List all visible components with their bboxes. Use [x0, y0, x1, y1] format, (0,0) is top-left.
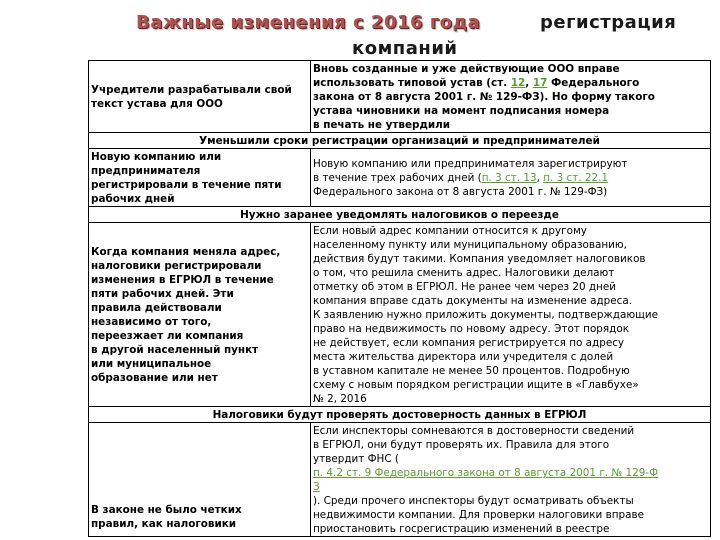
section-header-row	[89, 407, 711, 423]
text-line: В законе не было четких	[91, 504, 242, 516]
law-article-link[interactable]: 12	[510, 77, 526, 89]
text-line: изменения в ЕГРЮЛ в течение	[91, 274, 274, 286]
old-rule-text: Учредители разрабатывали свой текст устава для ООО	[91, 84, 292, 110]
text-line: компания вправе сдать документы на изменение адреса.	[313, 295, 633, 307]
text-line: ). Среди прочего инспекторы будут осматривать объекты	[313, 495, 634, 507]
section-header: Налоговики будут проверять достоверность данных в ЕГРЮЛ	[89, 407, 711, 423]
law-article-link[interactable]: п. 3 ст. 13	[481, 172, 537, 184]
text-line: независимо от того,	[91, 316, 212, 328]
text-line: приостановить госрегистрацию изменений в реестре	[313, 523, 610, 535]
text-line	[313, 76, 708, 90]
text-line: схему с новым порядком регистрации ищите в «Главбухе»	[313, 379, 639, 391]
text-line: № 2, 2016	[313, 393, 367, 405]
text-line: в другой населенный пункт	[91, 344, 259, 356]
text-line: Когда компания меняла адрес,	[91, 246, 281, 258]
section-header-row	[89, 133, 711, 149]
text-line: рабочих дней	[91, 193, 175, 205]
text-line: в ЕГРЮЛ, они будут проверять их. Правила для этого	[313, 439, 610, 451]
table-row	[89, 223, 711, 407]
text-line	[313, 480, 708, 494]
text-fragment: Федерального	[547, 77, 640, 89]
text-line: или муниципальное	[91, 358, 212, 370]
title-sub: регистрация	[540, 12, 677, 33]
text-line: населенному пункту или муниципальному образованию,	[313, 239, 627, 251]
table-row	[89, 423, 711, 537]
table-row	[89, 149, 711, 207]
text-line: утвердит ФНС (	[313, 453, 399, 465]
new-rule-cell	[311, 61, 711, 133]
text-line: Если новый адрес компании относится к другому	[313, 225, 587, 237]
text-line: в уставном капитале не менее 50 процентов. Подробную	[313, 365, 630, 377]
text-line: в печать не утвердили	[313, 119, 451, 131]
law-article-link[interactable]: п. 4.2 ст. 9 Федерального закона от 8 августа 2001 г. № 129-Ф	[313, 467, 659, 479]
old-rule-cell	[89, 423, 311, 537]
changes-table	[88, 60, 711, 537]
old-rule-cell	[89, 223, 311, 407]
text-line: действия будут такими. Компания уведомляет налоговиков	[313, 253, 646, 265]
old-rule-cell	[89, 61, 311, 133]
text-line: Если инспекторы сомневаются в достоверности сведений	[313, 425, 635, 437]
text-line	[313, 466, 708, 480]
text-fragment: в течение трех рабочих дней (	[313, 172, 482, 184]
text-line	[313, 171, 708, 185]
text-line: закона от 8 августа 2001 г. № 129-ФЗ). Но форму такого	[313, 91, 655, 103]
text-line: право на недвижимость по новому адресу. Этот порядок	[313, 323, 629, 335]
law-article-link[interactable]: п. 3 ст. 22.1	[543, 172, 609, 184]
old-rule-cell	[89, 149, 311, 207]
text-fragment: ,	[536, 172, 544, 184]
text-line: пяти рабочих дней. Эти	[91, 288, 234, 300]
text-line: о том, что решила сменить адрес. Налоговики делают	[313, 267, 615, 279]
text-line: недвижимости компании. Для проверки налоговики вправе	[313, 509, 644, 521]
text-line: образование или нет	[91, 372, 218, 384]
text-line: переезжает ли компания	[91, 330, 244, 342]
title-sub-continued: компаний	[352, 38, 458, 59]
text-line: предпринимателя	[91, 165, 201, 177]
text-fragment: использовать типовой устав (ст.	[313, 77, 511, 89]
text-line: не действует, если компания регистрируется по адресу	[313, 337, 625, 349]
text-line: правила действовали	[91, 302, 222, 314]
new-rule-cell	[311, 423, 711, 537]
table-row	[89, 61, 711, 133]
text-line: места жительства директора или учредителя с долей	[313, 351, 614, 363]
text-line: регистрировали в течение пяти	[91, 179, 282, 191]
title-main: Важные изменения с 2016 года	[136, 12, 481, 33]
text-line: отметку об этом в ЕГРЮЛ. Не ранее чем через 20 дней	[313, 281, 616, 293]
text-line: Новую компанию или предпринимателя зарегистрируют	[313, 158, 628, 170]
text-line: Вновь созданные и уже действующие ООО вправе	[313, 63, 620, 75]
new-rule-cell	[311, 149, 711, 207]
text-line: Новую компанию или	[91, 151, 222, 163]
text-line: Федерального закона от 8 августа 2001 г. № 129-ФЗ)	[313, 186, 608, 198]
text-line: К заявлению нужно приложить документы, подтверждающие	[313, 309, 659, 321]
section-header: Нужно заранее уведомлять налоговиков о переезде	[89, 207, 711, 223]
section-header-row	[89, 207, 711, 223]
text-fragment: ,	[525, 77, 533, 89]
section-header: Уменьшили сроки регистрации организаций и предпринимателей	[89, 133, 711, 149]
text-line: правил, как налоговики	[91, 518, 237, 530]
new-rule-cell	[311, 223, 711, 407]
text-line: устава чиновники на момент подписания номера	[313, 105, 610, 117]
law-article-link-wrap[interactable]: З	[313, 481, 320, 493]
text-line: налоговики регистрировали	[91, 260, 262, 272]
law-article-link[interactable]: 17	[532, 77, 548, 89]
